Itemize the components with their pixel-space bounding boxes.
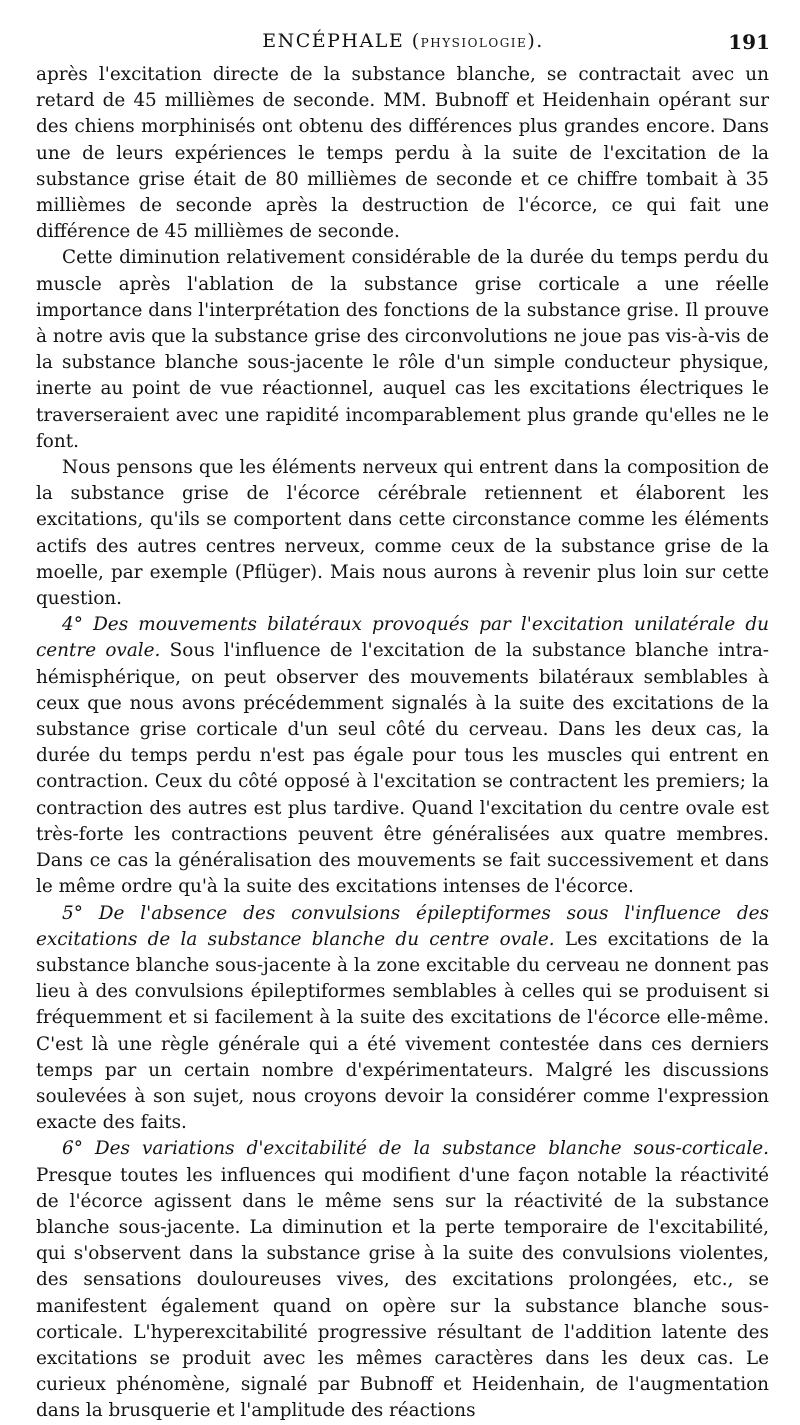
paragraph-4: [36, 612, 769, 900]
page-header: [36, 30, 770, 54]
paragraph-6: [36, 1136, 769, 1424]
running-title: [36, 30, 770, 52]
section-heading-4: 4° Des mouvements bilatéraux provoqués par l'excitation unilatérale du centre ovale.: [36, 614, 769, 662]
body-text: [36, 62, 769, 1425]
paragraph-5: [36, 901, 769, 1137]
running-title-subject: PHYSIOLOGIE: [420, 36, 528, 50]
section-heading-5: 5° De l'absence des convulsions épileptiformes sous l'influence des excitations de la substance blanche du centre ovale.: [36, 902, 769, 950]
page-number: 191: [728, 30, 770, 54]
paragraph-2: Cette diminution relativement considérable de la durée du temps perdu du muscle après l'ablation de la substance grise corticale a une réelle importance dans l'interprétation des fonctions de la substance grise. Il prouve à notre avis que la substance grise des circonvolutions ne joue pas vis-à-vis de la substance blanche sous-jacente le rôle d'un simple conducteur physique, inerte au point de vue réactionnel, auquel cas les excitations électriques le traverseraient avec une rapidité incomparablement plus grande qu'elles ne le font.: [36, 247, 769, 452]
paragraph-1: après l'excitation directe de la substance blanche, se contractait avec un retard de 45 millièmes de seconde. MM. Bubnoff et Heidenhain opérant sur des chiens morphinisés ont obtenu des différences plus grandes encore. Dans une de leurs expériences le temps perdu à la suite de l'excitation de la substance grise était de 80 millièmes de seconde et ce chiffre tombait à 35 millièmes de seconde après la destruction de l'écorce, ce qui fait une différence de 45 millièmes de seconde.: [36, 64, 769, 243]
running-title-paren-open: (: [404, 30, 421, 52]
section-heading-6: 6° Des variations d'excitabilité de la substance blanche sous-corticale.: [62, 1138, 769, 1160]
paragraph-3: Nous pensons que les éléments nerveux qui entrent dans la composition de la substance grise de l'écorce cérébrale retiennent et élaborent les excitations, qu'ils se comportent dans cette circonstance comme les éléments actifs des autres centres nerveux, comme ceux de la substance grise de la moelle, par exemple (Pflüger). Mais nous aurons à revenir plus loin sur cette question.: [36, 457, 769, 610]
running-title-paren-close: ).: [527, 30, 544, 52]
paragraph-5-text: Les excitations de la substance blanche sous-jacente à la zone excitable du cerveau ne donnent pas lieu à des convulsions épileptiformes semblables à celles qui se produisent si fréquemment et si facilement à la suite des excitations de l'écorce elle-même. C'est là une règle générale qui a été vivement contestée dans ces derniers temps par un certain nombre d'expérimentateurs. Malgré les discussions soulevées à son sujet, nous croyons devoir la considérer comme l'expression exacte des faits.: [36, 928, 769, 1134]
paragraph-6-text: Presque toutes les influences qui modifient d'une façon notable la réactivité de l'écorce agissent dans le même sens sur la réactivité de la substance blanche sous-jacente. La diminution et la perte temporaire de l'excitabilité, qui s'observent dans la substance grise à la suite des convulsions violentes, des sensations douloureuses vives, des excitations prolongées, etc., se manifestent également quand on opère sur la substance blanche sous-corticale. L'hyperexcitabilité progressive résultant de l'addition latente des excitations se produit avec les mêmes caractères dans les deux cas. Le curieux phénomène, signalé par Bubnoff et Heidenhain, de l'augmentation dans la brusquerie et l'amplitude des réactions: [36, 1164, 769, 1422]
paragraph-4-text: Sous l'influence de l'excitation de la substance blanche intra-hémisphérique, on peut observer des mouvements bilatéraux semblables à ceux que nous avons précédemment signalés à la suite des excitations de la substance grise corticale d'un seul côté du cerveau. Dans les deux cas, la durée du temps perdu n'est pas égale pour tous les muscles qui entrent en contraction. Ceux du côté opposé à l'excitation se contractent les premiers; la contraction des autres est plus tardive. Quand l'excitation du centre ovale est très-forte les contractions peuvent être généralisées aux quatre membres. Dans ce cas la généralisation des mouvements se fait successivement et dans le même ordre qu'à la suite des excitations intenses de l'écorce.: [36, 640, 769, 898]
running-title-main: ENCÉPHALE: [262, 30, 405, 52]
